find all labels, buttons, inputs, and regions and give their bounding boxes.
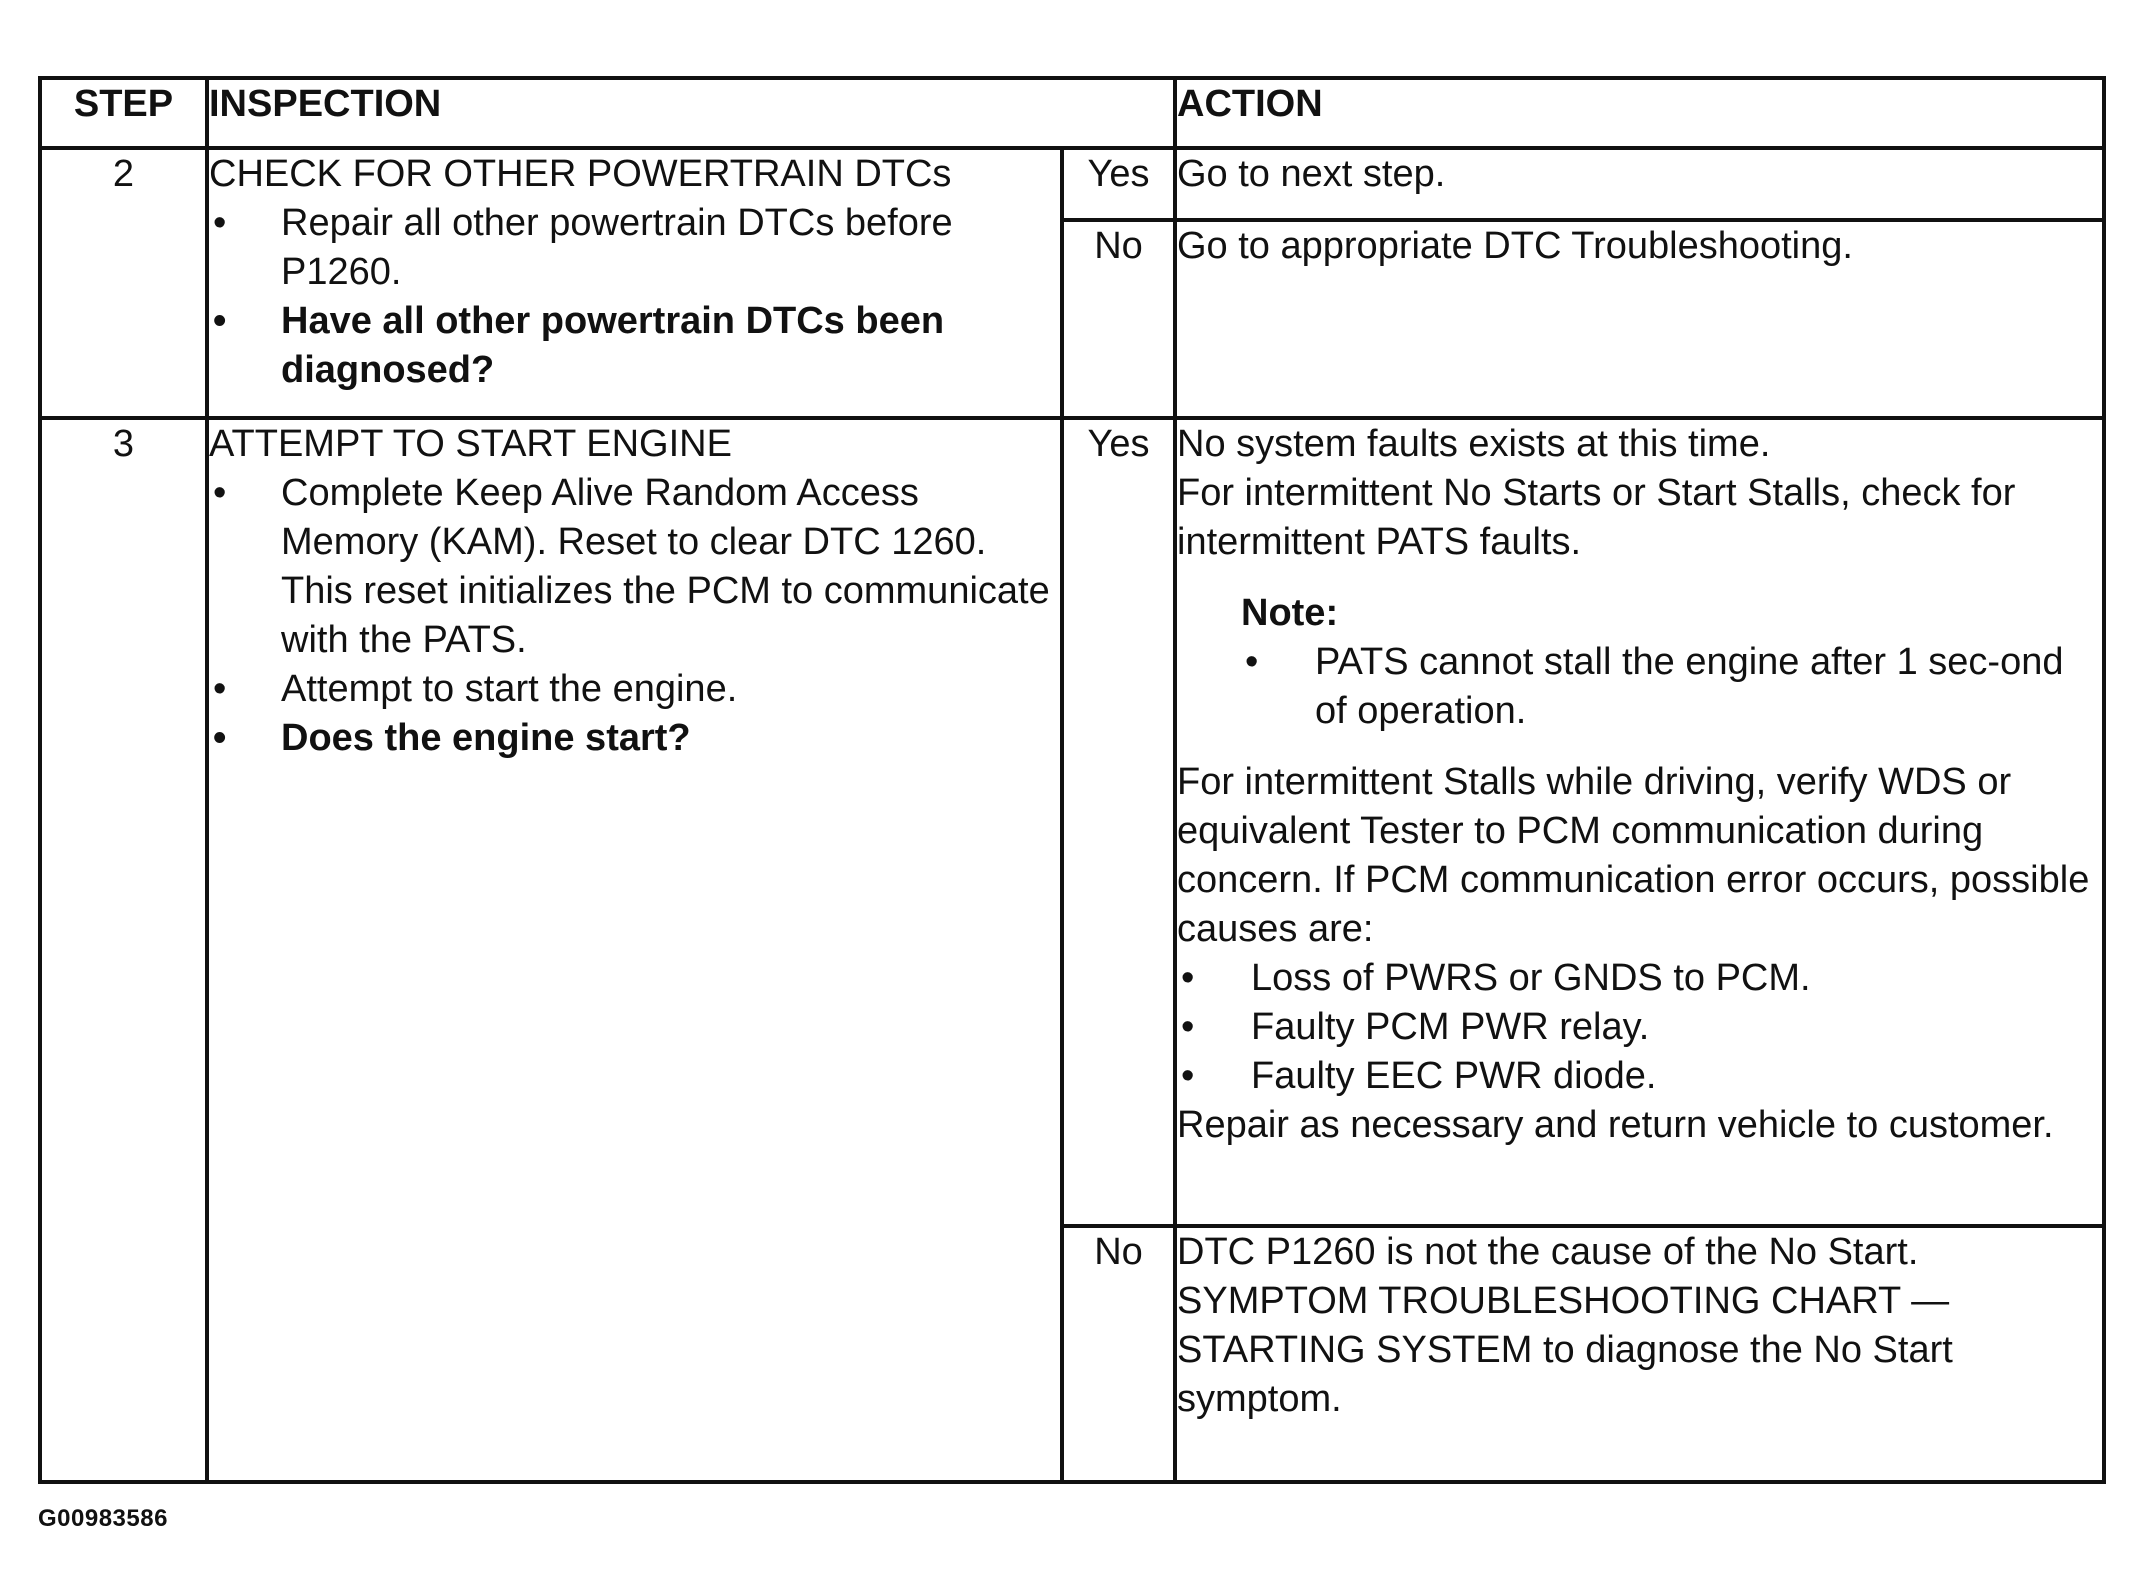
yes-action [1175, 418, 2104, 1226]
action-text: For intermittent Stalls while driving, verify WDS or equivalent Tester to PCM communication during concern. If PCM communication error occurs, possible causes are: [1177, 761, 2090, 950]
list-item: • Have all other powertrain DTCs been diagnosed? [209, 297, 1060, 395]
diagnostic-table [38, 76, 2106, 1484]
cause-item: • Loss of PWRS or GNDS to PCM. [1177, 954, 2102, 1003]
figure-code: G00983586 [38, 1505, 168, 1532]
header-row [40, 78, 2104, 148]
header-step: STEP [40, 78, 207, 148]
list-item: • Complete Keep Alive Random Access Memory (KAM). Reset to clear DTC 1260. This reset initializes the PCM to communicate with the PATS. [209, 469, 1060, 665]
list-item: • Attempt to start the engine. [209, 665, 1060, 714]
note-title: Note: [1241, 592, 1339, 634]
yes-label: Yes [1062, 418, 1175, 1226]
header-action: ACTION [1175, 78, 2104, 148]
inspection-cell [207, 148, 1062, 418]
list-item: • Repair all other powertrain DTCs before P1260. [209, 199, 1060, 297]
no-label: No [1062, 1226, 1175, 1482]
table-row [40, 148, 2104, 220]
list-item: • Does the engine start? [209, 714, 1060, 763]
step-number: 2 [40, 148, 207, 418]
yes-label: Yes [1062, 148, 1175, 220]
no-action: Go to appropriate DTC Troubleshooting. [1175, 220, 2104, 418]
table-row [40, 418, 2104, 1226]
cause-item: • Faulty EEC PWR diode. [1177, 1052, 2102, 1101]
note-block [1241, 589, 2102, 736]
inspection-cell [207, 418, 1062, 1482]
action-text: For intermittent No Starts or Start Stalls, check for intermittent PATS faults. [1177, 472, 2016, 563]
inspection-title: ATTEMPT TO START ENGINE [209, 423, 732, 465]
action-text: Repair as necessary and return vehicle to customer. [1177, 1104, 2054, 1146]
cause-item: • Faulty PCM PWR relay. [1177, 1003, 2102, 1052]
no-action: DTC P1260 is not the cause of the No Start. SYMPTOM TROUBLESHOOTING CHART — STARTING SYSTEM to diagnose the No Start symptom. [1175, 1226, 2104, 1482]
action-text: No system faults exists at this time. [1177, 423, 1771, 465]
step-number: 3 [40, 418, 207, 1482]
note-item: • PATS cannot stall the engine after 1 sec-ond of operation. [1241, 638, 2102, 736]
header-inspection: INSPECTION [207, 78, 1175, 148]
inspection-title: CHECK FOR OTHER POWERTRAIN DTCs [209, 153, 952, 195]
yes-action: Go to next step. [1175, 148, 2104, 220]
no-label: No [1062, 220, 1175, 418]
